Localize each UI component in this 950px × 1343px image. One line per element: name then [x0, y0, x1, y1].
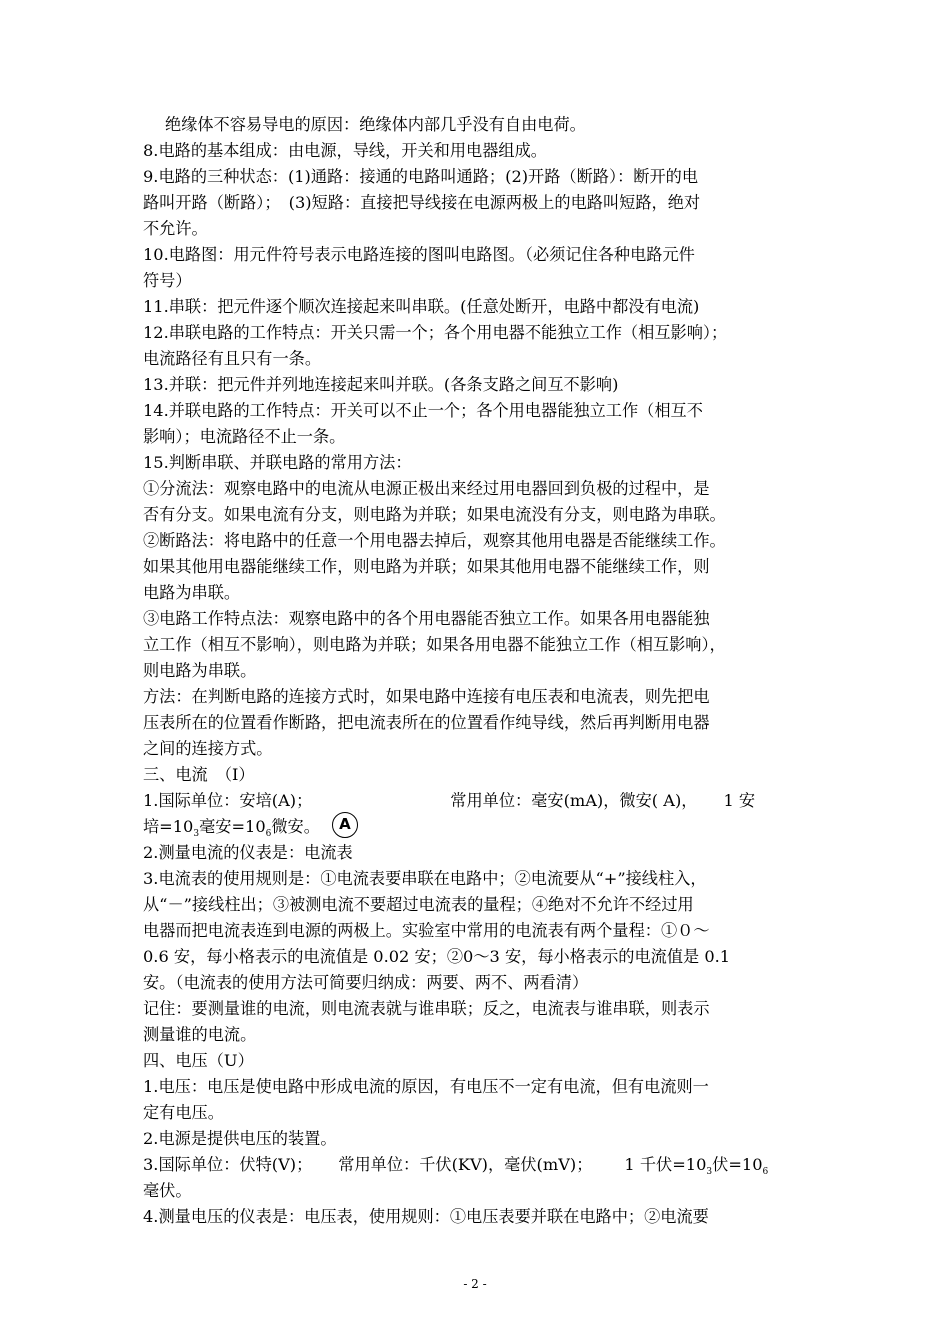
- text-line: 符号）: [143, 271, 192, 290]
- exponent: 3: [193, 829, 200, 840]
- text-line: 2.电源是提供电压的装置。: [143, 1129, 337, 1148]
- text-line: 4.测量电压的仪表是：电压表，使用规则：①电压表要并联在电路中；②电流要: [143, 1207, 709, 1226]
- current-conversion-line: [143, 814, 808, 840]
- text-line: 影响）；电流路径不止一条。: [143, 427, 346, 446]
- text-line: ③电路工作特点法：观察电路中的各个用电器能否独立工作。如果各用电器能独: [143, 609, 710, 628]
- conversion-text: 1 安: [723, 791, 756, 810]
- section-heading-current: 三、电流 （I）: [143, 765, 255, 784]
- text-line: ②断路法：将电路中的任意一个用电器去掉后，观察其他用电器是否能继续工作。: [143, 531, 726, 550]
- text-line: 11.串联：把元件逐个顺次连接起来叫串联。(任意处断开，电路中都没有电流): [143, 297, 700, 316]
- text-line: 立工作（相互不影响），则电路为并联；如果各用电器不能独立工作（相互影响），: [143, 635, 726, 654]
- text-line: 方法：在判断电路的连接方式时，如果电路中连接有电压表和电流表，则先把电: [143, 687, 710, 706]
- current-unit-line: [143, 788, 808, 814]
- text-line: 2.测量电流的仪表是：电流表: [143, 843, 353, 862]
- text-line: ①分流法：观察电路中的电流从电源正极出来经过用电器回到负极的过程中，是: [143, 479, 710, 498]
- text-line: 从“－”接线柱出；③被测电流不要超过电流表的量程；④绝对不允许不经过用: [143, 895, 694, 914]
- conversion-part: 伏=10: [712, 1155, 763, 1174]
- si-unit-text: 1.国际单位：安培(A)；: [143, 791, 313, 810]
- page-number: - 2 -: [463, 1277, 487, 1291]
- text-line: 之间的连接方式。: [143, 739, 273, 758]
- text-line: 毫伏。: [143, 1181, 192, 1200]
- common-unit-text: 常用单位：毫安(mA)，微安( A)，: [450, 791, 698, 810]
- document-body: [143, 112, 808, 1230]
- text-line: 13.并联：把元件并列地连接起来叫并联。(各条支路之间互不影响): [143, 375, 619, 394]
- text-line: 电路为串联。: [143, 583, 241, 602]
- exponent: 3: [706, 1167, 713, 1178]
- common-unit-text: 常用单位：千伏(KV)，毫伏(mV)；: [338, 1155, 593, 1174]
- text-line: 压表所在的位置看作断路，把电流表所在的位置看作纯导线，然后再判断用电器: [143, 713, 710, 732]
- text-line: 电流路径有且只有一条。: [143, 349, 322, 368]
- text-line: 15.判断串联、并联电路的常用方法：: [143, 453, 412, 472]
- conversion-part: 培=10: [143, 817, 194, 836]
- text-line: 9.电路的三种状态：(1)通路：接通的电路叫通路；(2)开路（断路）：断开的电: [143, 167, 699, 186]
- conversion-part: 1 千伏=10: [624, 1155, 707, 1174]
- text-line: 定有电压。: [143, 1103, 224, 1122]
- text-line: 1.电压：电压是使电路中形成电流的原因，有电压不一定有电流，但有电流则一: [143, 1077, 709, 1096]
- text-line: 如果其他用电器能继续工作，则电路为并联；如果其他用电器不能继续工作，则: [143, 557, 710, 576]
- text-line: 8.电路的基本组成：由电源，导线，开关和用电器组成。: [143, 141, 547, 160]
- text-line: 3.电流表的使用规则是：①电流表要串联在电路中；②电流要从“+”接线柱入，: [143, 869, 707, 888]
- text-line: 测量谁的电流。: [143, 1025, 257, 1044]
- text-line: 14.并联电路的工作特点：开关可以不止一个；各个用电器能独立工作（相互不: [143, 401, 703, 420]
- text-line: 则电路为串联。: [143, 661, 257, 680]
- text-line: 10.电路图：用元件符号表示电路连接的图叫电路图。（必须记住各种电路元件: [143, 245, 695, 264]
- text-line: 安。（电流表的使用方法可简要归纳成：两要、两不、两看清）: [143, 973, 589, 992]
- exponent: 6: [762, 1167, 769, 1178]
- conversion-part: 毫安=10: [199, 817, 266, 836]
- si-unit-text: 3.国际单位：伏特(V)；: [143, 1155, 313, 1174]
- text-line: 记住：要测量谁的电流，则电流表就与谁串联；反之，电流表与谁串联，则表示: [143, 999, 710, 1018]
- text-line: 0.6 安，每小格表示的电流值是 0.02 安；②0～3 安，每小格表示的电流值是 0.1: [143, 947, 731, 966]
- text-line: 路叫开路（断路）； (3)短路：直接把导线接在电源两极上的电路叫短路，绝对: [143, 193, 701, 212]
- section-heading-voltage: 四、电压（U）: [143, 1051, 254, 1070]
- text-line: 12.串联电路的工作特点：开关只需一个；各个用电器不能独立工作（相互影响）；: [143, 323, 728, 342]
- text-line: 不允许。: [143, 219, 208, 238]
- text-line: 否有分支。如果电流有分支，则电路为并联；如果电流没有分支，则电路为串联。: [143, 505, 726, 524]
- ammeter-symbol-icon: A: [332, 812, 358, 838]
- text-line: 绝缘体不容易导电的原因：绝缘体内部几乎没有自由电荷。: [165, 115, 586, 134]
- exponent: 6: [265, 829, 272, 840]
- conversion-part: 微安。: [271, 817, 320, 836]
- text-line: 电器而把电流表连到电源的两极上。实验室中常用的电流表有两个量程：①０～: [143, 921, 710, 940]
- voltage-unit-line: [143, 1152, 808, 1178]
